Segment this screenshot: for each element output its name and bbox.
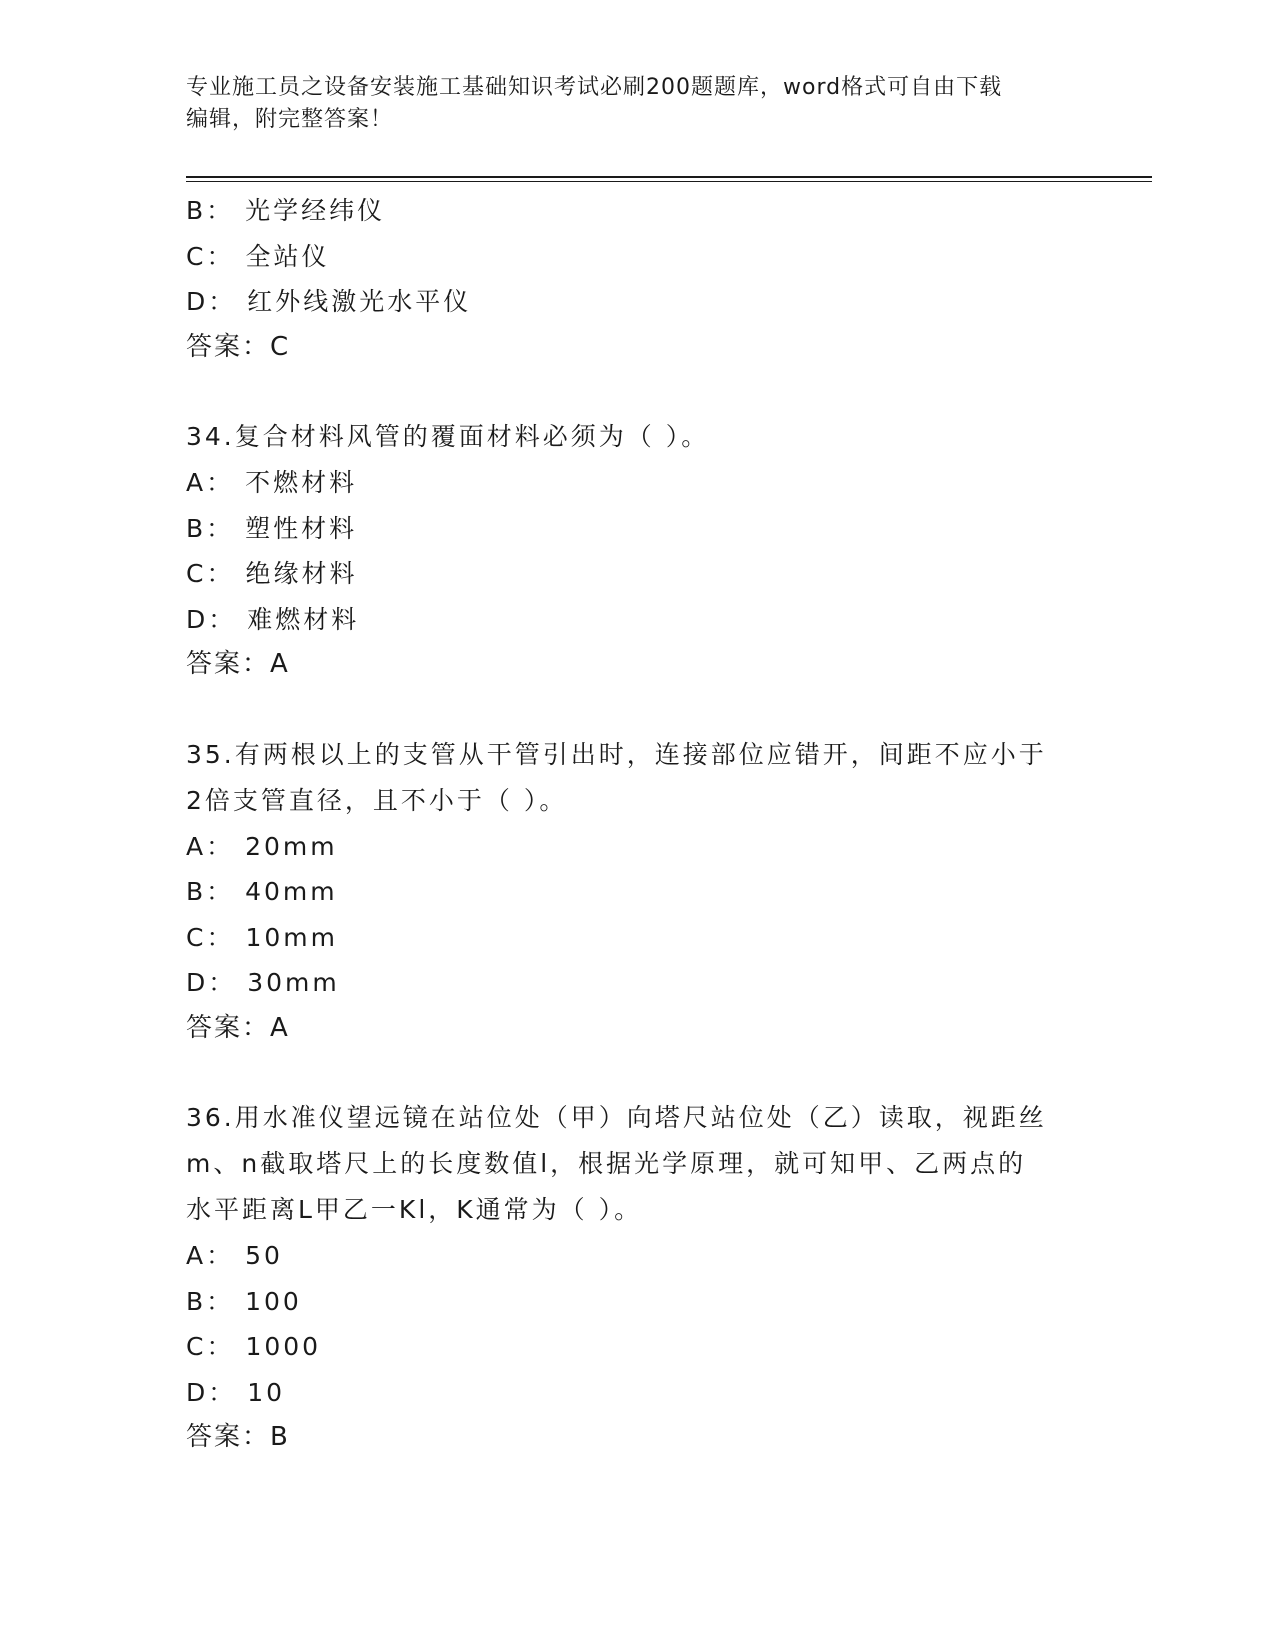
question-stem: 36.用水准仪望远镜在站位处（甲）向塔尺站位处（乙）读取，视距丝	[186, 1103, 1047, 1132]
question-33-continued	[186, 188, 1106, 370]
question-stem: 34.复合材料风管的覆面材料必须为（ ）。	[186, 422, 710, 451]
option-c: C： 10mm	[186, 922, 338, 952]
question-stem-cont: 2倍支管直径，且不小于（ ）。	[186, 785, 568, 815]
option-c: C： 全站仪	[186, 241, 330, 271]
question-stem-cont: 水平距离L甲乙一Kl，K通常为（ ）。	[186, 1195, 643, 1224]
option-d: D： 红外线激光水平仪	[186, 287, 472, 316]
option-a: A： 20mm	[186, 831, 338, 861]
option-b: B： 100	[186, 1286, 302, 1316]
option-b: B： 40mm	[186, 877, 338, 906]
option-d: D： 10	[186, 1377, 286, 1407]
header-line-1: 专业施工员之设备安装施工基础知识考试必刷200题题库，word格式可自由下载	[186, 75, 1003, 100]
answer-line: 答案：A	[186, 1012, 290, 1043]
question-stem-cont: m、n截取塔尺上的长度数值l，根据光学原理，就可知甲、乙两点的	[186, 1149, 1027, 1178]
header-divider-thin	[186, 181, 1152, 182]
option-b: B： 塑性材料	[186, 513, 358, 543]
question-34	[186, 414, 1106, 688]
option-a: A： 不燃材料	[186, 468, 358, 497]
answer-line: 答案：A	[186, 649, 290, 679]
option-d: D： 难燃材料	[186, 604, 360, 634]
answer-line: 答案：B	[186, 1422, 290, 1452]
option-b: B： 光学经纬仪	[186, 196, 386, 225]
question-35	[186, 732, 1106, 1052]
document-header	[186, 72, 1066, 136]
option-c: C： 1000	[186, 1332, 322, 1361]
header-divider-thick	[186, 176, 1152, 178]
question-36	[186, 1095, 1106, 1461]
header-line-2: 编辑，附完整答案！	[186, 107, 394, 132]
answer-line: 答案：C	[186, 331, 291, 362]
question-list	[186, 188, 1106, 1461]
option-c: C： 绝缘材料	[186, 559, 358, 588]
option-d: D： 30mm	[186, 968, 340, 997]
option-a: A： 50	[186, 1241, 283, 1270]
question-stem: 35.有两根以上的支管从干管引出时，连接部位应错开，间距不应小于	[186, 739, 1047, 769]
